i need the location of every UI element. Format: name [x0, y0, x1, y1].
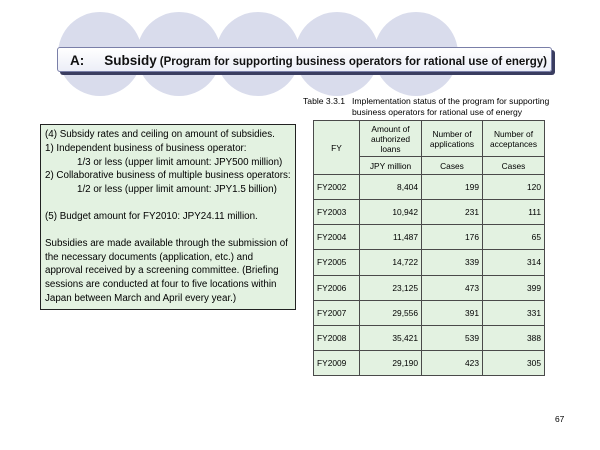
row-applications: 539 [422, 325, 483, 350]
subsidy-table [313, 120, 545, 376]
info-paragraph: Subsidies are made available through the submission of the necessary documents (application, etc.) and approval received by a screening committee. (Briefing sessions are conducted at four to five locations within Japan between March and April every year.) [45, 237, 288, 304]
row-loans: 23,125 [360, 275, 422, 300]
row-applications: 231 [422, 200, 483, 225]
info-line-4: 2) Collaborative business of multiple business operators: [45, 170, 291, 182]
table-row [314, 350, 545, 375]
row-applications: 473 [422, 275, 483, 300]
row-fy: FY2007 [314, 300, 360, 325]
table-row [314, 175, 545, 200]
row-loans: 35,421 [360, 325, 422, 350]
row-acceptances: 388 [483, 325, 545, 350]
info-line-2: 1) Independent business of business operator: [45, 142, 247, 154]
row-fy: FY2008 [314, 325, 360, 350]
unit-acceptances: Cases [483, 157, 545, 175]
row-applications: 176 [422, 225, 483, 250]
row-loans: 10,942 [360, 200, 422, 225]
title-subtitle: (Program for supporting business operators for rational use of energy) [159, 56, 547, 68]
caption-line-2: business operators for rational use of energy [352, 107, 523, 117]
table-row [314, 250, 545, 275]
table-row [314, 200, 545, 225]
row-applications: 391 [422, 300, 483, 325]
unit-applications: Cases [422, 157, 483, 175]
row-applications: 423 [422, 350, 483, 375]
row-acceptances: 314 [483, 250, 545, 275]
row-fy: FY2005 [314, 250, 360, 275]
table-caption [303, 96, 549, 118]
row-loans: 14,722 [360, 250, 422, 275]
info-line-5: 1/2 or less (upper limit amount: JPY1.5 billion) [77, 184, 277, 196]
info-line-6: (5) Budget amount for FY2010: JPY24.11 million. [45, 210, 258, 222]
row-fy: FY2002 [314, 175, 360, 200]
header-loans: Amount of authorized loans [360, 121, 422, 157]
row-acceptances: 305 [483, 350, 545, 375]
row-loans: 29,190 [360, 350, 422, 375]
table-row [314, 275, 545, 300]
row-fy: FY2003 [314, 200, 360, 225]
header-applications: Number of applications [422, 121, 483, 157]
title-prefix: A: [70, 53, 85, 68]
subsidy-info-box [40, 124, 296, 310]
row-acceptances: 331 [483, 300, 545, 325]
unit-loans: JPY million [360, 157, 422, 175]
row-applications: 199 [422, 175, 483, 200]
table-row [314, 225, 545, 250]
row-loans: 8,404 [360, 175, 422, 200]
info-line-3: 1/3 or less (upper limit amount: JPY500 million) [77, 156, 283, 168]
page-title [70, 52, 547, 70]
title-bar [57, 47, 552, 72]
row-fy: FY2006 [314, 275, 360, 300]
row-loans: 29,556 [360, 300, 422, 325]
row-fy: FY2009 [314, 350, 360, 375]
row-acceptances: 111 [483, 200, 545, 225]
row-loans: 11,487 [360, 225, 422, 250]
page-number: 67 [555, 414, 565, 424]
caption-line-1: Implementation status of the program for supporting [352, 96, 550, 106]
caption-number: Table 3.3.1 [303, 96, 346, 106]
header-acceptances: Number of acceptances [483, 121, 545, 157]
row-acceptances: 120 [483, 175, 545, 200]
table-row [314, 325, 545, 350]
table-row [314, 300, 545, 325]
title-main: Subsidy [104, 53, 157, 68]
row-acceptances: 65 [483, 225, 545, 250]
row-acceptances: 399 [483, 275, 545, 300]
row-applications: 339 [422, 250, 483, 275]
info-line-1: (4) Subsidy rates and ceiling on amount of subsidies. [45, 129, 275, 140]
row-fy: FY2004 [314, 225, 360, 250]
header-fy: FY [314, 121, 360, 175]
